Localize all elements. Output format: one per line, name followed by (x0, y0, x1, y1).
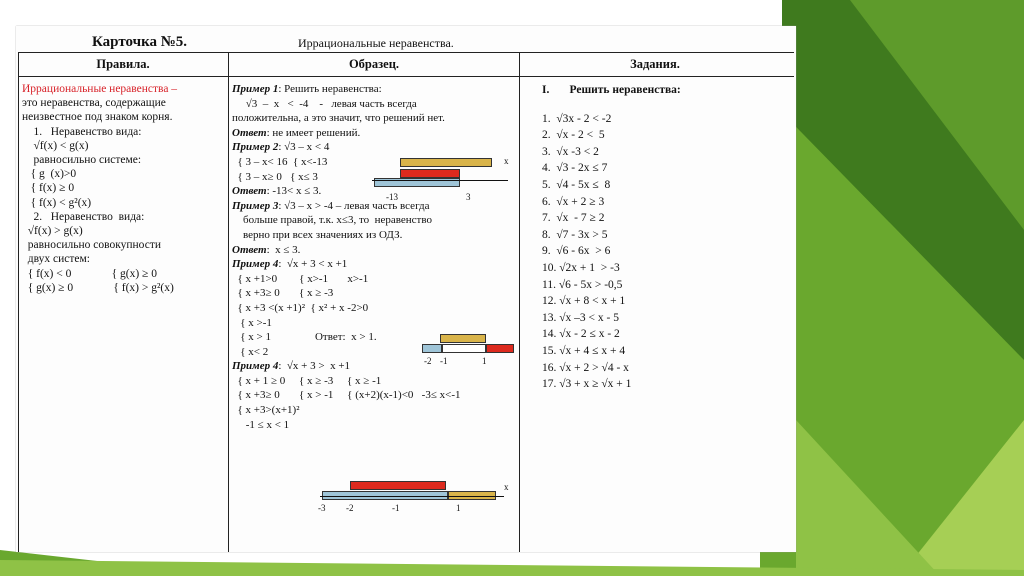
rules-highlight: Иррациональные неравенства – (22, 83, 178, 95)
rule-line: это неравенства, содержащие (22, 97, 166, 110)
task-item: 5. √4 - 5x ≤ 8 (542, 178, 611, 191)
sample-line: Пример 4: √x + 3 < x +1 (232, 258, 348, 271)
sample-line: Ответ: -13< x ≤ 3. (232, 185, 322, 198)
axis-label: x (504, 156, 509, 166)
sample-line: { x + 1 ≥ 0 { x ≥ -3 { x ≥ -1 (232, 374, 382, 387)
left-rule (18, 52, 19, 552)
sample-line: { x +3>(x+1)² (232, 404, 300, 417)
rule-line: { g (x)>0 (22, 168, 77, 181)
sample-line: Пример 1: Решить неравенства: (232, 83, 382, 95)
sample-line: { 3 – x≥ 0 { x≤ 3 (232, 170, 318, 183)
task-item: 16. √x + 2 > √4 - x (542, 361, 629, 374)
sample-line: Пример 3: √3 – x > -4 – левая часть всегда (232, 199, 430, 212)
tick-label: 3 (466, 192, 471, 202)
card (16, 26, 796, 552)
tick-label: -1 (392, 503, 400, 513)
rule-line: { f(x) ≥ 0 (22, 182, 75, 195)
sample-line: Ответ: x ≤ 3. (232, 243, 301, 256)
rule-line: 2. Неравенство вида: (22, 210, 145, 223)
rule-line: двух систем: (22, 253, 90, 266)
rule-line: { f(x) < g²(x) (22, 196, 92, 209)
sample-line: { x +3≥ 0 { x > -1 { (x+2)(x-1)<0 -3≤ x<-1 (232, 389, 461, 402)
card-title-row (16, 26, 796, 54)
rule-line: равносильно совокупности (22, 239, 162, 252)
header-tasks: Задания. (630, 57, 680, 71)
task-item: 12. √x + 8 < x + 1 (542, 295, 626, 308)
interval-bar-white (442, 344, 486, 353)
task-item: 7. √x - 7 ≥ 2 (542, 212, 605, 225)
sample-line: положительна, а это значит, что решений нет. (232, 112, 445, 125)
task-item: 10. √2x + 1 > -3 (542, 261, 620, 274)
interval-bar-blue (422, 344, 442, 353)
sample-line: -1 ≤ x < 1 (232, 418, 290, 431)
tick-label: -3 (318, 503, 326, 513)
sample-line: √3 – x < -4 - левая часть всегда (232, 97, 417, 110)
sample-line: { x +3≥ 0 { x ≥ -3 (232, 287, 334, 300)
task-item: 13. √x –3 < x - 5 (542, 311, 620, 324)
number-axis (320, 496, 504, 497)
sample-line: { x +3 <(x +1)² { x² + x -2>0 (232, 301, 369, 314)
rule-line: 1. Неравенство вида: (22, 125, 142, 138)
rule-line: { f(x) < 0 { g(x) ≥ 0 (22, 267, 157, 280)
task-item: 17. √3 + x ≥ √x + 1 (542, 378, 632, 391)
interval-bar-yellow (440, 334, 486, 343)
tasks-heading: I. Решить неравенства: (542, 84, 681, 96)
task-item: 6. √x + 2 ≥ 3 (542, 195, 605, 208)
sample-line: Пример 4: √x + 3 > x +1 (232, 360, 351, 373)
rule-line: √f(x) > g(x) (22, 225, 83, 238)
sample-line: Ответ: не имеет решений. (232, 126, 361, 139)
task-item: 1. √3x - 2 < -2 (542, 112, 612, 125)
number-axis (372, 180, 508, 181)
interval-bar-red (350, 481, 446, 490)
header-rules: Правила. (96, 57, 150, 71)
rule-line: равносильно системе: (22, 154, 142, 167)
axis-label: x (504, 482, 509, 492)
tick-label: -1 (440, 356, 448, 366)
task-item: 3. √x -3 < 2 (542, 145, 599, 158)
card-subtitle: Иррациональные неравенства. (298, 36, 454, 50)
task-item: 8. √7 - 3x > 5 (542, 228, 608, 241)
sample-line: { x< 2 (232, 345, 269, 358)
tick-label: 1 (482, 356, 487, 366)
task-item: 4. √3 - 2x ≤ 7 (542, 162, 608, 175)
tick-label: -13 (386, 192, 398, 202)
interval-bar-red (400, 169, 460, 178)
sample-line: больше правой, т.к. x≤3, то неравенство (232, 214, 432, 227)
rule-line: { g(x) ≥ 0 { f(x) > g²(x) (22, 281, 174, 294)
interval-bar-yellow (400, 158, 492, 167)
tasks-column (542, 82, 792, 393)
col-divider-2 (519, 52, 520, 552)
task-item: 11. √6 - 5x > -0,5 (542, 278, 623, 291)
header-sample: Образец. (348, 57, 400, 71)
rule-line: √f(x) < g(x) (22, 139, 89, 152)
sample-line: { x >-1 (232, 316, 272, 329)
sample-line: { x +1>0 { x>-1 x>-1 (232, 272, 369, 285)
sample-line: Пример 2: √3 – x < 4 (232, 141, 330, 154)
task-item: 14. √x - 2 ≤ x - 2 (542, 328, 620, 341)
sample-line: верно при всех значениях из ОДЗ. (232, 228, 403, 241)
task-item: 2. √x - 2 < 5 (542, 129, 605, 142)
tick-label: -2 (346, 503, 354, 513)
task-item: 15. √x + 4 ≤ x + 4 (542, 344, 626, 357)
col-divider-1 (228, 52, 229, 552)
card-title: Карточка №5. (92, 34, 188, 50)
sample-line: { 3 – x< 16 { x<-13 (232, 155, 328, 168)
header-rule (18, 76, 794, 77)
sample-column (232, 82, 518, 432)
rules-column (22, 82, 226, 295)
tick-label: -2 (424, 356, 432, 366)
rule-line: неизвестное под знаком корня. (22, 111, 173, 124)
top-rule (18, 52, 794, 53)
interval-bar-red (486, 344, 514, 353)
task-item: 9. √6 - 6x > 6 (542, 245, 611, 258)
sample-line: { x > 1 Ответ: x > 1. (232, 331, 377, 344)
tick-label: 1 (456, 503, 461, 513)
